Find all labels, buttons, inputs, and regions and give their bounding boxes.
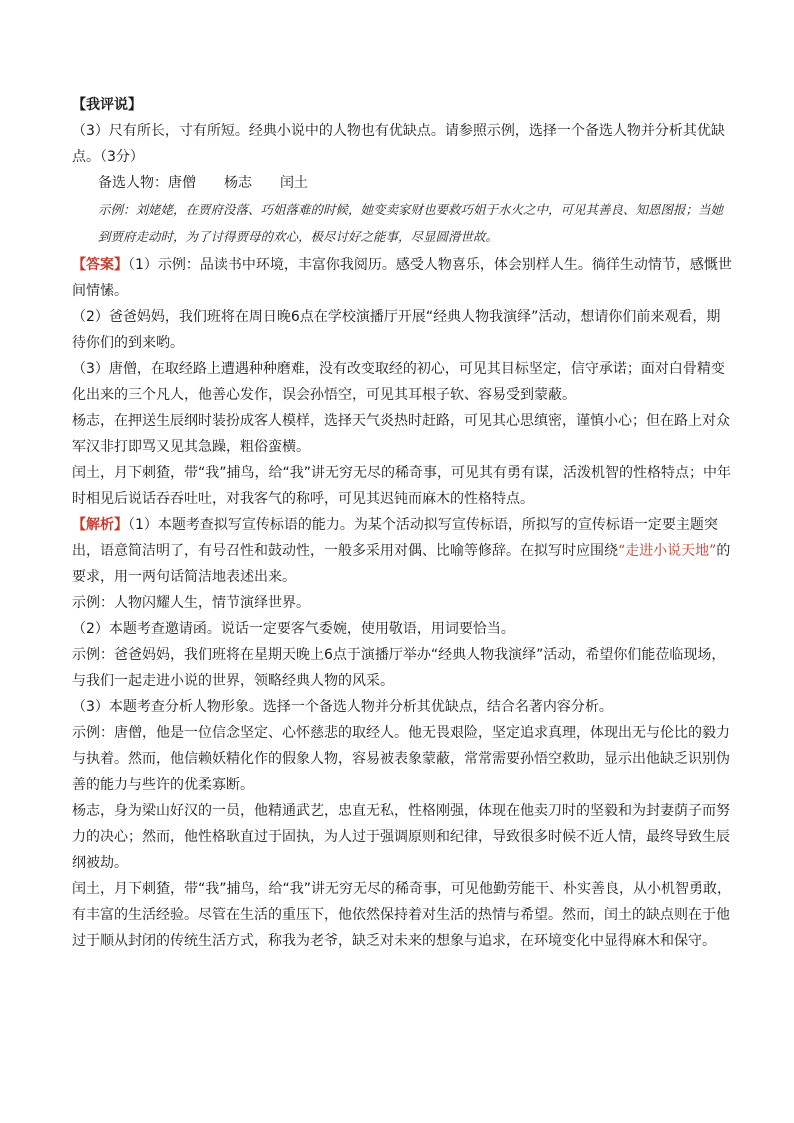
analysis-1 [72,512,732,590]
analysis-3-runtu: 闰土，月下刺猹，带“我”捕鸟，给“我”讲无穷无尽的稀奇事，可见他勤劳能干、朴实善良，从小机智勇敢，有丰富的生活经验。尽管在生活的重压下，他依然保持着对生活的热情与希望。然而，闰土的缺点则在于他过于顺从封闭的传统生活方式，称我为老爷，缺乏对未来的想象与追求，在环境变化中显得麻木和保守。 [72,881,732,949]
document-page [72,92,732,954]
analysis-1-highlight: “走进小说天地” [618,543,717,559]
analysis-1-example: 示例：人物闪耀人生，情节演绎世界。 [72,595,310,611]
analysis-1-after: 的要求，用一两句话简洁地表述出来。 [72,543,731,585]
answer-3-runtu: 闰土，月下刺猹，带“我”捕鸟，给“我”讲无穷无尽的稀奇事，可见其有勇有谋，活泼机智的性格特点；中年时相见后说话吞吞吐吐，对我客气的称呼，可见其迟钝而麻木的性格特点。 [72,465,732,507]
candidate-list [72,170,732,196]
candidate-yangzhi: 杨志 [224,175,252,191]
answer-1 [72,252,732,304]
answer-3-yangzhi: 杨志，在押送生辰纲时装扮成客人模样，选择天气炎热时赶路，可见其心思缜密，谨慎小心；但在路上对众军汉非打即骂又见其急躁，粗俗蛮横。 [72,413,730,455]
section-title: 【我评说】 [72,97,142,113]
answer-3-tangseng: （3）唐僧，在取经路上遭遇种种磨难，没有改变取经的初心，可见其目标坚定，信守承诺；面对白骨精变化出来的三个凡人，他善心发作，误会孙悟空，可见其耳根子软、容易受到蒙蔽。 [72,361,725,403]
answer-tag: 【答案】 [72,257,128,273]
analysis-2: （2）本题考查邀请函。说话一定要客气委婉，使用敬语，用词要恰当。 [72,621,515,637]
analysis-tag: 【解析】 [72,517,128,533]
question-3: （3）尺有所长，寸有所短。经典小说中的人物也有优缺点。请参照示例，选择一个备选人物并分析其优缺点。（3分） [72,123,725,165]
analysis-2-example: 示例：爸爸妈妈，我们班将在星期天晚上6点于演播厅举办“经典人物我演绎”活动，希望你们能莅临现场，与我们一起走进小说的世界，领略经典人物的风采。 [72,647,726,689]
candidate-tangseng: 唐僧 [168,175,196,191]
analysis-3-tangseng: 示例：唐僧，他是一位信念坚定、心怀慈悲的取经人。他无畏艰险，坚定追求真理，体现出无与伦比的毅力与执着。然而，他信赖妖精化作的假象人物，容易被表象蒙蔽，常常需要孙悟空救助，显示出他缺乏识别伪善的能力与些许的优柔寡断。 [72,725,730,793]
analysis-3-yangzhi: 杨志，身为梁山好汉的一员，他精通武艺，忠直无私，性格刚强，体现在他卖刀时的坚毅和为封妻荫子而努力的决心；然而，他性格耿直过于固执，为人过于强调原则和纪律，导致很多时候不近人情，最终导致生辰纲被劫。 [72,803,730,871]
candidate-runtu: 闰土 [280,175,308,191]
candidate-label: 备选人物： [98,175,168,191]
example-paragraph: 示例：刘姥姥，在贾府没落、巧姐落难的时候，她变卖家财也要救巧姐于水火之中，可见其善良、知恩图报；当她到贾府走动时，为了讨得贾母的欢心，极尽讨好之能事，尽显圆滑世故。 [98,202,724,244]
analysis-1-before: （1）本题考查拟写宣传标语的能力。为某个活动拟写宣传标语，所拟写的宣传标语一定要主题突出，语意简洁明了，有号召性和鼓动性，一般多采用对偶、比喻等修辞。在拟写时应围绕 [72,517,718,559]
analysis-3: （3）本题考查分析人物形象。选择一个备选人物并分析其优缺点，结合名著内容分析。 [72,699,613,715]
answer-1-text: （1）示例：品读书中环境，丰富你我阅历。感受人物喜乐，体会别样人生。徜徉生动情节，感慨世间情愫。 [72,257,732,299]
answer-2: （2）爸爸妈妈，我们班将在周日晚6点在学校演播厅开展“经典人物我演绎”活动，想请你们前来观看，期待你们的到来哟。 [72,309,721,351]
